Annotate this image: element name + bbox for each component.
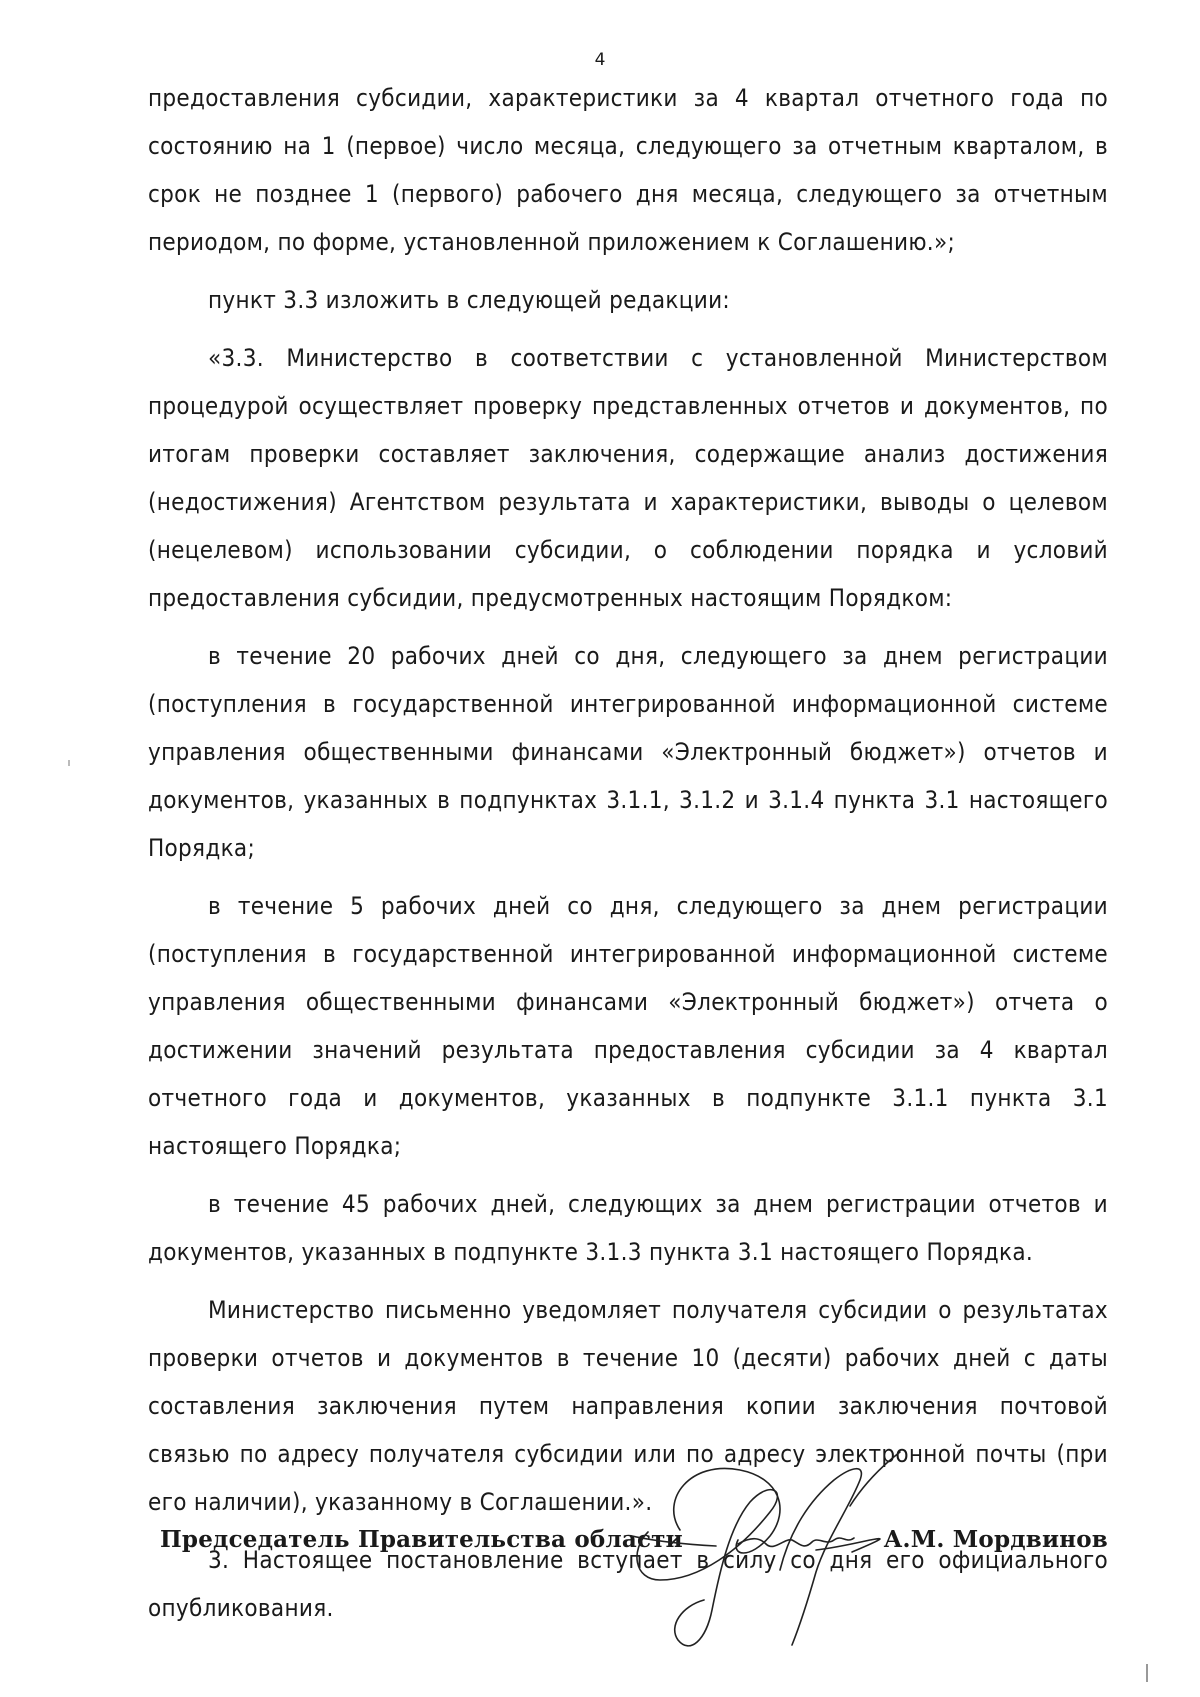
paragraph-term-45-days: в течение 45 рабочих дней, следующих за днем регистрации отчетов и документов, указанных в подпункте 3.1.3 пункта 3.1 настоящего Порядка. (148, 1190, 1108, 1266)
document-body (148, 74, 1108, 1632)
page-number: 4 (594, 50, 606, 70)
paragraph-notification: Министерство письменно уведомляет получателя субсидии о результатах проверки отчетов и документов в течение 10 (десяти) рабочих дней с даты составления заключения путем направления копии заключения почтовой связью по адресу получателя субсидии или по адресу электронной почты (при его наличии), указанному в Соглашении.». (148, 1296, 1108, 1516)
scan-dot (68, 760, 70, 766)
paragraph-entry-into-force: 3. Настоящее постановление вступает в силу со дня его официального опубликования. (148, 1546, 1108, 1622)
scan-mark (1146, 1664, 1148, 1682)
paragraph-continuation: предоставления субсидии, характеристики за 4 квартал отчетного года по состоянию на 1 (первое) число месяца, следующего за отчетным кварталом, в срок не позднее 1 (первого) рабочего дня месяца, следующего за отчетным периодом, по форме, установленной приложением к Соглашению.»; (148, 84, 1108, 256)
paragraph-clause-3-3: «3.3. Министерство в соответствии с установленной Министерством процедурой осуществляет проверку представленных отчетов и документов, по итогам проверки составляет заключения, содержащие анализ достижения (недостижения) Агентством результата и характеристики, выводы о целевом (нецелевом) использовании субсидии, о соблюдении порядка и условий предоставления субсидии, предусмотренных настоящим Порядком: (148, 344, 1108, 612)
handwritten-signature (620, 1440, 940, 1660)
signer-title: Председатель Правительства области (160, 1526, 683, 1553)
paragraph-amendment-intro: пункт 3.3 изложить в следующей редакции: (208, 286, 730, 314)
signer-name: А.М. Мордвинов (883, 1526, 1108, 1553)
paragraph-term-5-days: в течение 5 рабочих дней со дня, следующего за днем регистрации (поступления в государственной интегрированной информационной системе управления общественными финансами «Электронный бюджет») отчета о достижении значений результата предоставления субсидии за 4 квартал отчетного года и документов, указанных в подпункте 3.1.1 пункта 3.1 настоящего Порядка; (148, 892, 1108, 1160)
paragraph-term-20-days: в течение 20 рабочих дней со дня, следующего за днем регистрации (поступления в государственной интегрированной информационной системе управления общественными финансами «Электронный бюджет») отчетов и документов, указанных в подпунктах 3.1.1, 3.1.2 и 3.1.4 пункта 3.1 настоящего Порядка; (148, 642, 1108, 862)
